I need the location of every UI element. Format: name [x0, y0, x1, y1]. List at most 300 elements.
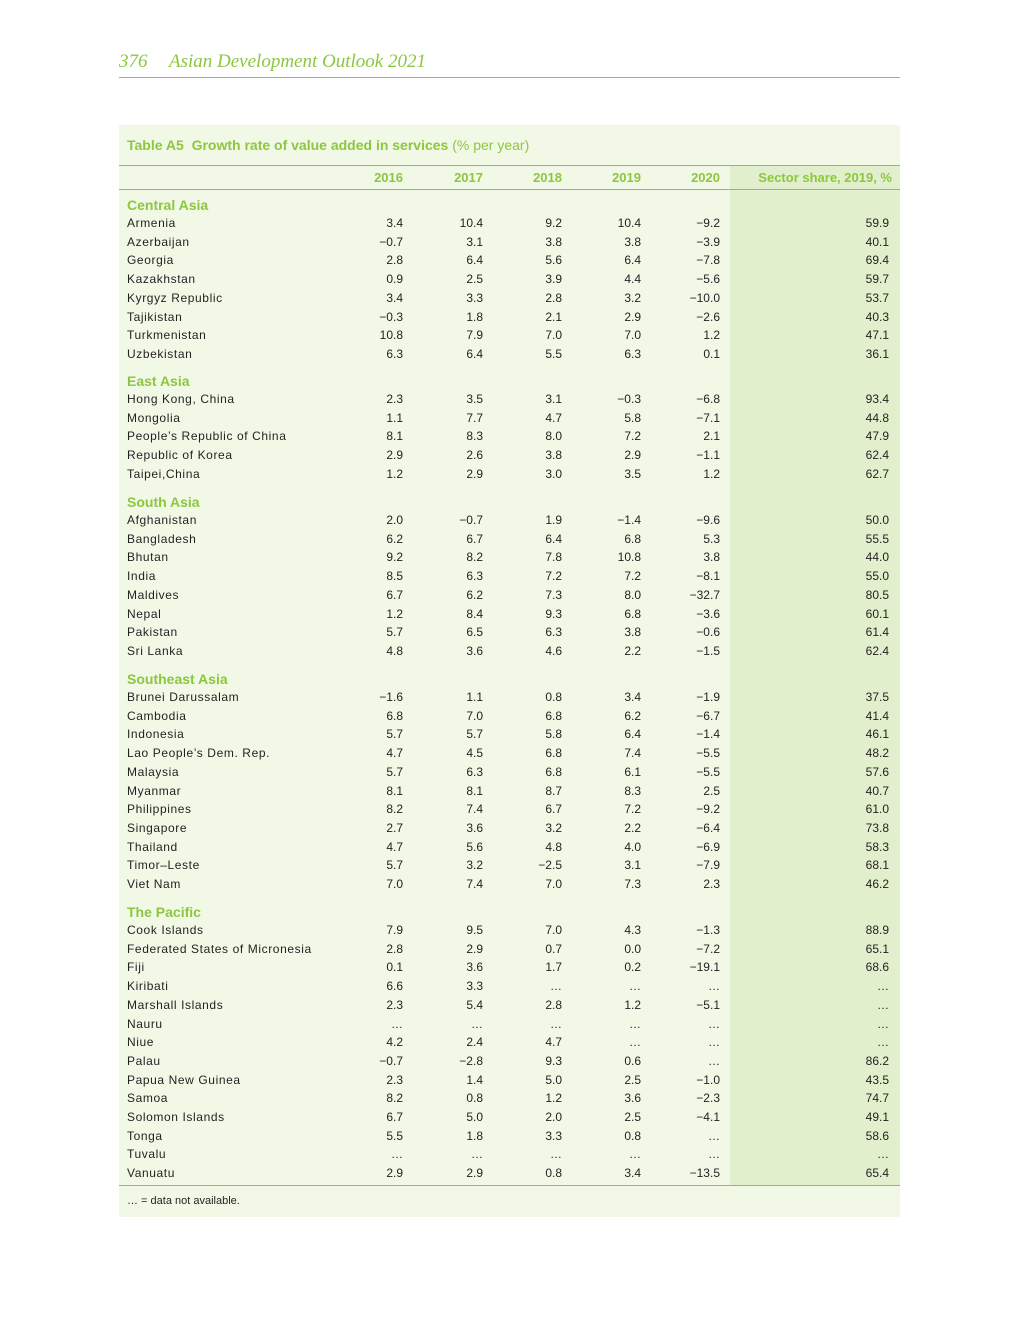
table-row — [119, 1129, 900, 1147]
economy-name: Indonesia — [127, 727, 185, 742]
growth-cell: 6.8 — [624, 606, 641, 621]
table-row — [119, 877, 900, 895]
growth-cell: 4.0 — [624, 839, 641, 854]
growth-cell: 3.4 — [386, 290, 403, 305]
growth-cell: 5.8 — [545, 727, 562, 742]
economy-name: Solomon Islands — [127, 1110, 225, 1124]
growth-cell: … — [629, 1016, 641, 1031]
growth-cell: 9.3 — [545, 1053, 562, 1068]
growth-cell: 6.2 — [624, 708, 641, 723]
growth-cell: 0.8 — [545, 1166, 562, 1181]
growth-cell: 7.0 — [545, 877, 562, 891]
economy-name: Tajikistan — [127, 309, 183, 324]
growth-cell: −1.5 — [696, 643, 720, 658]
economy-name: Federated States of Micronesia — [127, 941, 312, 956]
growth-cell: 5.7 — [386, 625, 403, 640]
table-title-text: Growth rate of value added in services — [191, 137, 449, 153]
growth-cell: −7.1 — [696, 410, 720, 425]
table-row — [119, 216, 900, 234]
growth-cell: 5.5 — [386, 1128, 403, 1143]
growth-cell: 3.3 — [466, 979, 483, 994]
growth-cell: 6.4 — [545, 531, 562, 546]
growth-cell: −4.1 — [696, 1110, 720, 1124]
growth-cell: −3.9 — [696, 234, 720, 249]
growth-cell: −0.3 — [379, 309, 403, 324]
growth-cell: 2.3 — [703, 877, 720, 891]
economy-name: Vanuatu — [127, 1166, 176, 1181]
growth-cell: 2.3 — [386, 997, 403, 1012]
data-table — [119, 125, 900, 1217]
growth-cell: 7.2 — [545, 569, 562, 584]
sector-share-cell: … — [877, 997, 889, 1012]
sector-share-cell: 68.6 — [865, 960, 889, 975]
growth-cell: 3.3 — [545, 1128, 562, 1143]
economy-name: Afghanistan — [127, 513, 197, 527]
growth-cell: 6.3 — [386, 346, 403, 361]
growth-cell: −1.1 — [696, 448, 720, 463]
column-header-2018: 2018 — [533, 170, 562, 185]
growth-cell: 4.5 — [466, 746, 483, 761]
growth-cell: 9.3 — [545, 606, 562, 621]
growth-cell: −7.2 — [696, 941, 720, 956]
table-row — [119, 607, 900, 625]
growth-cell: 1.2 — [386, 606, 403, 621]
sector-share-cell: 55.5 — [865, 531, 889, 546]
growth-cell: 6.2 — [466, 587, 483, 602]
growth-cell: −6.7 — [696, 708, 720, 723]
growth-cell: 0.1 — [386, 960, 403, 975]
growth-cell: 7.7 — [466, 410, 483, 425]
growth-cell: −19.1 — [689, 960, 720, 975]
growth-cell: 10.8 — [379, 328, 403, 343]
growth-cell: 2.2 — [624, 820, 641, 835]
growth-cell: 5.7 — [386, 858, 403, 873]
growth-cell: 5.6 — [545, 253, 562, 268]
table-row — [119, 746, 900, 764]
growth-cell: 9.2 — [545, 216, 562, 230]
economy-name: Kiribati — [127, 979, 169, 994]
growth-cell: 9.2 — [386, 550, 403, 565]
sector-share-cell: 65.4 — [865, 1166, 889, 1181]
growth-cell: −1.4 — [617, 513, 641, 527]
growth-cell: −7.9 — [696, 858, 720, 873]
growth-cell: 6.3 — [545, 625, 562, 640]
growth-cell: 2.8 — [386, 253, 403, 268]
economy-name: Tuvalu — [127, 1147, 167, 1162]
table-title — [127, 137, 529, 153]
sector-share-cell: 61.0 — [865, 802, 889, 817]
economy-name: Azerbaijan — [127, 234, 190, 249]
table-row — [119, 272, 900, 290]
growth-cell: −2.3 — [696, 1091, 720, 1106]
group-heading: Central Asia — [127, 197, 209, 213]
economy-name: Lao People’s Dem. Rep. — [127, 746, 271, 761]
sector-share-cell: 53.7 — [865, 290, 889, 305]
economy-name: Palau — [127, 1053, 161, 1068]
table-row — [119, 998, 900, 1016]
growth-cell: 4.7 — [386, 839, 403, 854]
economy-name: Pakistan — [127, 625, 178, 640]
table-row — [119, 784, 900, 802]
growth-cell: 2.9 — [466, 941, 483, 956]
growth-cell: … — [708, 979, 720, 994]
table-row — [119, 625, 900, 643]
growth-cell: 10.4 — [617, 216, 641, 230]
economy-name: Timor–Leste — [127, 858, 200, 873]
table-row — [119, 235, 900, 253]
table-row — [119, 347, 900, 365]
group-heading: The Pacific — [127, 904, 201, 920]
growth-cell: … — [629, 1035, 641, 1050]
growth-cell: … — [550, 1016, 562, 1031]
table-row — [119, 411, 900, 429]
sector-share-cell: 59.9 — [865, 216, 889, 230]
table-row — [119, 253, 900, 271]
growth-cell: 6.7 — [386, 1110, 403, 1124]
column-header-2016: 2016 — [374, 170, 403, 185]
growth-cell: 5.0 — [466, 1110, 483, 1124]
group-heading: East Asia — [127, 373, 190, 389]
column-header-2019: 2019 — [612, 170, 641, 185]
growth-cell: −8.1 — [696, 569, 720, 584]
column-header-2017: 2017 — [454, 170, 483, 185]
growth-cell: −6.4 — [696, 820, 720, 835]
table-row — [119, 569, 900, 587]
growth-cell: 4.7 — [386, 746, 403, 761]
economy-name: India — [127, 569, 157, 584]
growth-cell: −13.5 — [689, 1166, 720, 1181]
table-row — [119, 448, 900, 466]
growth-cell: 2.1 — [545, 309, 562, 324]
growth-cell: 2.9 — [466, 466, 483, 481]
table-row — [119, 532, 900, 550]
sector-share-cell: 73.8 — [865, 820, 889, 835]
growth-cell: −1.6 — [379, 690, 403, 704]
growth-cell: 1.8 — [466, 1128, 483, 1143]
running-head — [119, 51, 900, 78]
growth-cell: 6.3 — [466, 764, 483, 779]
table-label: Table A5 — [127, 137, 184, 153]
sector-share-cell: 48.2 — [865, 746, 889, 761]
growth-cell: 2.9 — [386, 1166, 403, 1181]
growth-cell: 6.4 — [466, 253, 483, 268]
sector-share-cell: 44.0 — [865, 550, 889, 565]
economy-name: Hong Kong, China — [127, 392, 235, 406]
growth-cell: 1.2 — [703, 466, 720, 481]
growth-cell: 6.6 — [386, 979, 403, 994]
growth-cell: 4.6 — [545, 643, 562, 658]
growth-cell: … — [708, 1128, 720, 1143]
growth-cell: 5.0 — [545, 1072, 562, 1087]
economy-name: Armenia — [127, 216, 176, 230]
growth-cell: 3.2 — [624, 290, 641, 305]
growth-cell: 0.1 — [703, 346, 720, 361]
growth-cell: −5.5 — [696, 746, 720, 761]
economy-name: Marshall Islands — [127, 997, 224, 1012]
sector-share-cell: 47.1 — [865, 328, 889, 343]
sector-share-cell: 60.1 — [865, 606, 889, 621]
growth-cell: 0.6 — [624, 1053, 641, 1068]
growth-cell: 10.8 — [617, 550, 641, 565]
growth-cell: 3.6 — [466, 960, 483, 975]
economy-name: Thailand — [127, 839, 178, 854]
economy-name: Tonga — [127, 1128, 163, 1143]
growth-cell: 2.5 — [624, 1072, 641, 1087]
sector-share-cell: 88.9 — [865, 923, 889, 937]
growth-cell: 4.7 — [545, 1035, 562, 1050]
growth-cell: −5.1 — [696, 997, 720, 1012]
economy-name: Bangladesh — [127, 531, 197, 546]
growth-cell: −1.4 — [696, 727, 720, 742]
growth-cell: 2.9 — [624, 309, 641, 324]
growth-cell: 0.7 — [545, 941, 562, 956]
growth-cell: 2.4 — [466, 1035, 483, 1050]
growth-cell: 3.8 — [624, 234, 641, 249]
growth-cell: 2.5 — [466, 272, 483, 287]
economy-name: Bhutan — [127, 550, 169, 565]
growth-cell: … — [550, 1147, 562, 1162]
growth-cell: −9.6 — [696, 513, 720, 527]
economy-name: Sri Lanka — [127, 643, 184, 658]
growth-cell: 2.8 — [545, 997, 562, 1012]
growth-cell: 6.7 — [386, 587, 403, 602]
growth-cell: 8.1 — [386, 429, 403, 444]
growth-cell: 5.3 — [703, 531, 720, 546]
growth-cell: 2.9 — [466, 1166, 483, 1181]
growth-cell: 7.0 — [545, 923, 562, 937]
growth-cell: −6.9 — [696, 839, 720, 854]
growth-cell: 3.2 — [545, 820, 562, 835]
growth-cell: 2.9 — [386, 448, 403, 463]
growth-cell: 7.2 — [624, 802, 641, 817]
table-row — [119, 1073, 900, 1091]
growth-cell: 3.0 — [545, 466, 562, 481]
economy-name: Mongolia — [127, 410, 181, 425]
growth-cell: 6.3 — [624, 346, 641, 361]
growth-cell: 7.4 — [466, 802, 483, 817]
growth-cell: 4.8 — [545, 839, 562, 854]
table-row — [119, 690, 900, 708]
growth-cell: 8.1 — [386, 783, 403, 798]
economy-name: Cambodia — [127, 708, 187, 723]
growth-cell: 6.4 — [624, 727, 641, 742]
growth-cell: 2.2 — [624, 643, 641, 658]
table-unit: (% per year) — [452, 137, 530, 153]
sector-share-cell: 62.4 — [865, 448, 889, 463]
economy-name: Maldives — [127, 587, 180, 602]
sector-share-cell: 40.1 — [865, 234, 889, 249]
economy-name: Myanmar — [127, 783, 182, 798]
growth-cell: 5.7 — [386, 727, 403, 742]
table-row — [119, 1035, 900, 1053]
table-row — [119, 644, 900, 662]
growth-cell: 3.1 — [545, 392, 562, 406]
economy-name: Kazakhstan — [127, 272, 196, 287]
growth-cell: 6.3 — [466, 569, 483, 584]
sector-share-cell: 65.1 — [865, 941, 889, 956]
growth-cell: 3.5 — [624, 466, 641, 481]
sector-share-cell: 49.1 — [865, 1110, 889, 1124]
economy-name: Malaysia — [127, 764, 180, 779]
growth-cell: 3.2 — [466, 858, 483, 873]
table-row — [119, 1147, 900, 1165]
growth-cell: 5.7 — [466, 727, 483, 742]
growth-cell: … — [708, 1035, 720, 1050]
growth-cell: 2.0 — [545, 1110, 562, 1124]
sector-share-cell: 46.1 — [865, 727, 889, 742]
sector-share-cell: 68.1 — [865, 858, 889, 873]
growth-cell: 8.1 — [466, 783, 483, 798]
sector-share-cell: 69.4 — [865, 253, 889, 268]
growth-cell: 2.1 — [703, 429, 720, 444]
table-row — [119, 1110, 900, 1128]
growth-cell: 2.8 — [545, 290, 562, 305]
growth-cell: 8.2 — [386, 802, 403, 817]
growth-cell: 5.8 — [624, 410, 641, 425]
growth-cell: 3.6 — [466, 820, 483, 835]
growth-cell: −2.5 — [538, 858, 562, 873]
growth-cell: 2.3 — [386, 1072, 403, 1087]
economy-name: Niue — [127, 1035, 155, 1050]
growth-cell: 0.0 — [624, 941, 641, 956]
table-row — [119, 979, 900, 997]
economy-name: Turkmenistan — [127, 328, 207, 343]
sector-share-cell: … — [877, 1016, 889, 1031]
growth-cell: 6.4 — [466, 346, 483, 361]
sector-share-cell: 86.2 — [865, 1053, 889, 1068]
page-number: 376 — [119, 51, 148, 72]
growth-cell: 0.9 — [386, 272, 403, 287]
growth-cell: … — [550, 979, 562, 994]
economy-name: Viet Nam — [127, 877, 181, 891]
growth-cell: 3.1 — [624, 858, 641, 873]
growth-cell: 5.5 — [545, 346, 562, 361]
economy-name: Georgia — [127, 253, 174, 268]
sector-share-cell: 93.4 — [865, 392, 889, 406]
sector-share-cell: 62.4 — [865, 643, 889, 658]
growth-cell: 1.7 — [545, 960, 562, 975]
sector-share-cell: 74.7 — [865, 1091, 889, 1106]
growth-cell: 0.2 — [624, 960, 641, 975]
growth-cell: 3.6 — [624, 1091, 641, 1106]
economy-name: Kyrgyz Republic — [127, 290, 223, 305]
growth-cell: … — [708, 1053, 720, 1068]
growth-cell: 8.3 — [466, 429, 483, 444]
sector-share-cell: 50.0 — [865, 513, 889, 527]
growth-cell: … — [629, 979, 641, 994]
growth-cell: 4.7 — [545, 410, 562, 425]
sector-share-cell: 55.0 — [865, 569, 889, 584]
growth-cell: −1.3 — [696, 923, 720, 937]
growth-cell: 1.2 — [703, 328, 720, 343]
sector-share-cell: 40.7 — [865, 783, 889, 798]
growth-cell: 3.4 — [624, 1166, 641, 1181]
economy-name: Uzbekistan — [127, 346, 193, 361]
growth-cell: 1.8 — [466, 309, 483, 324]
growth-cell: 4.8 — [386, 643, 403, 658]
growth-cell: 2.6 — [466, 448, 483, 463]
growth-cell: 3.1 — [466, 234, 483, 249]
growth-cell: 7.0 — [386, 877, 403, 891]
growth-cell: 7.3 — [545, 587, 562, 602]
growth-cell: 6.7 — [545, 802, 562, 817]
sector-share-cell: 58.6 — [865, 1128, 889, 1143]
economy-name: Nauru — [127, 1016, 163, 1031]
growth-cell: −32.7 — [689, 587, 720, 602]
group-heading: Southeast Asia — [127, 671, 228, 687]
sector-share-cell: 43.5 — [865, 1072, 889, 1087]
sector-share-cell: 58.3 — [865, 839, 889, 854]
growth-cell: 3.6 — [466, 643, 483, 658]
growth-cell: 0.8 — [624, 1128, 641, 1143]
table-row — [119, 858, 900, 876]
table-row — [119, 923, 900, 941]
table-bottom-rule — [119, 1185, 900, 1186]
growth-cell: −0.7 — [459, 513, 483, 527]
sector-share-cell: 44.8 — [865, 410, 889, 425]
growth-cell: 8.3 — [624, 783, 641, 798]
group-heading: South Asia — [127, 494, 200, 510]
economy-name: People’s Republic of China — [127, 429, 287, 444]
sector-share-cell: 41.4 — [865, 708, 889, 723]
growth-cell: −9.2 — [696, 216, 720, 230]
economy-name: Brunei Darussalam — [127, 690, 240, 704]
growth-cell: 7.8 — [545, 550, 562, 565]
growth-cell: 2.3 — [386, 392, 403, 406]
growth-cell: 6.5 — [466, 625, 483, 640]
economy-name: Nepal — [127, 606, 162, 621]
table-footnote: … = data not available. — [127, 1195, 240, 1207]
growth-cell: … — [391, 1016, 403, 1031]
sector-share-cell: … — [877, 979, 889, 994]
table-row — [119, 709, 900, 727]
economy-name: Republic of Korea — [127, 448, 233, 463]
growth-cell: −0.7 — [379, 234, 403, 249]
growth-cell: 5.4 — [466, 997, 483, 1012]
table-row — [119, 392, 900, 410]
sector-share-cell: 57.6 — [865, 764, 889, 779]
growth-cell: −5.6 — [696, 272, 720, 287]
sector-share-cell: 59.7 — [865, 272, 889, 287]
growth-cell: 6.2 — [386, 531, 403, 546]
growth-cell: 3.9 — [545, 272, 562, 287]
growth-cell: 8.0 — [545, 429, 562, 444]
growth-cell: −9.2 — [696, 802, 720, 817]
header-top-rule — [119, 165, 900, 166]
growth-cell: 6.8 — [545, 708, 562, 723]
growth-cell: 3.8 — [545, 448, 562, 463]
table-row — [119, 328, 900, 346]
growth-cell: −7.8 — [696, 253, 720, 268]
growth-cell: 8.0 — [624, 587, 641, 602]
sector-share-cell: … — [877, 1035, 889, 1050]
growth-cell: 8.4 — [466, 606, 483, 621]
growth-cell: 6.8 — [545, 764, 562, 779]
growth-cell: −2.6 — [696, 309, 720, 324]
growth-cell: 1.9 — [545, 513, 562, 527]
table-row — [119, 802, 900, 820]
growth-cell: −6.8 — [696, 392, 720, 406]
growth-cell: 1.1 — [466, 690, 483, 704]
growth-cell: 6.8 — [386, 708, 403, 723]
table-row — [119, 942, 900, 960]
sector-share-cell: 47.9 — [865, 429, 889, 444]
sector-share-cell: 62.7 — [865, 466, 889, 481]
table-row — [119, 291, 900, 309]
economy-name: Cook Islands — [127, 923, 204, 937]
growth-cell: … — [391, 1147, 403, 1162]
growth-cell: −10.0 — [689, 290, 720, 305]
